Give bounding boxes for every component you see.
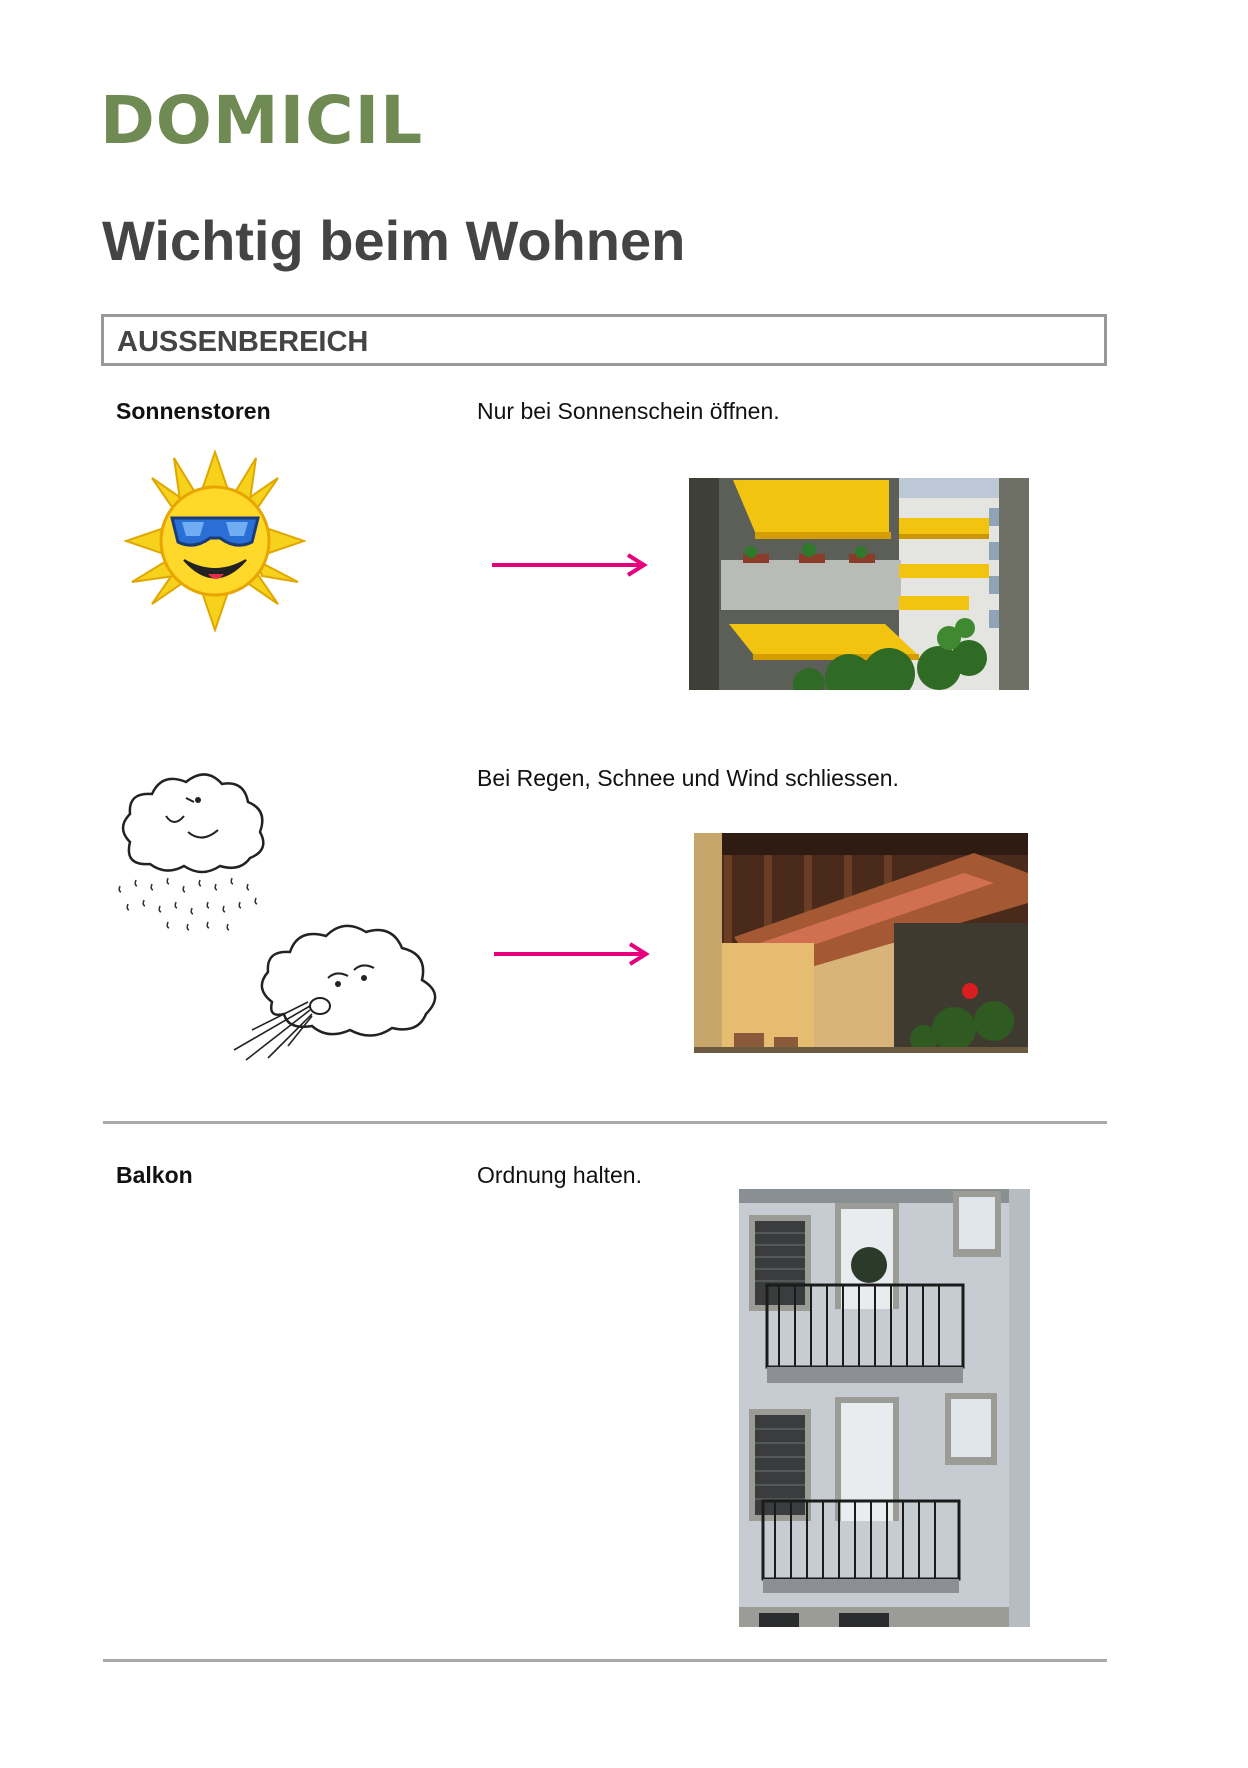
instruction-keep-tidy: Ordnung halten. [477,1162,642,1188]
row-label-balkon: Balkon [116,1162,193,1188]
photo-balconies [739,1189,1030,1627]
domicil-logo: DOMICIL [100,82,424,159]
instruction-close-weather: Bei Regen, Schnee und Wind schliessen. [477,765,899,791]
instruction-open-sunshine: Nur bei Sonnenschein öffnen. [477,398,780,424]
arrow-right-icon [490,552,650,578]
section-header [101,314,1107,366]
section-title: AUSSENBEREICH [117,326,369,358]
arrow-right-icon [492,941,652,967]
photo-closed-awning [694,833,1028,1053]
wind-cloud-icon [232,918,454,1070]
photo-yellow-awnings [689,478,1029,690]
row-divider [103,1659,1107,1662]
sun-sunglasses-icon [124,450,306,632]
page-title: Wichtig beim Wohnen [102,209,686,272]
row-label-sonnenstoren: Sonnenstoren [116,398,271,424]
row-divider [103,1121,1107,1124]
rain-cloud-icon [110,762,280,932]
